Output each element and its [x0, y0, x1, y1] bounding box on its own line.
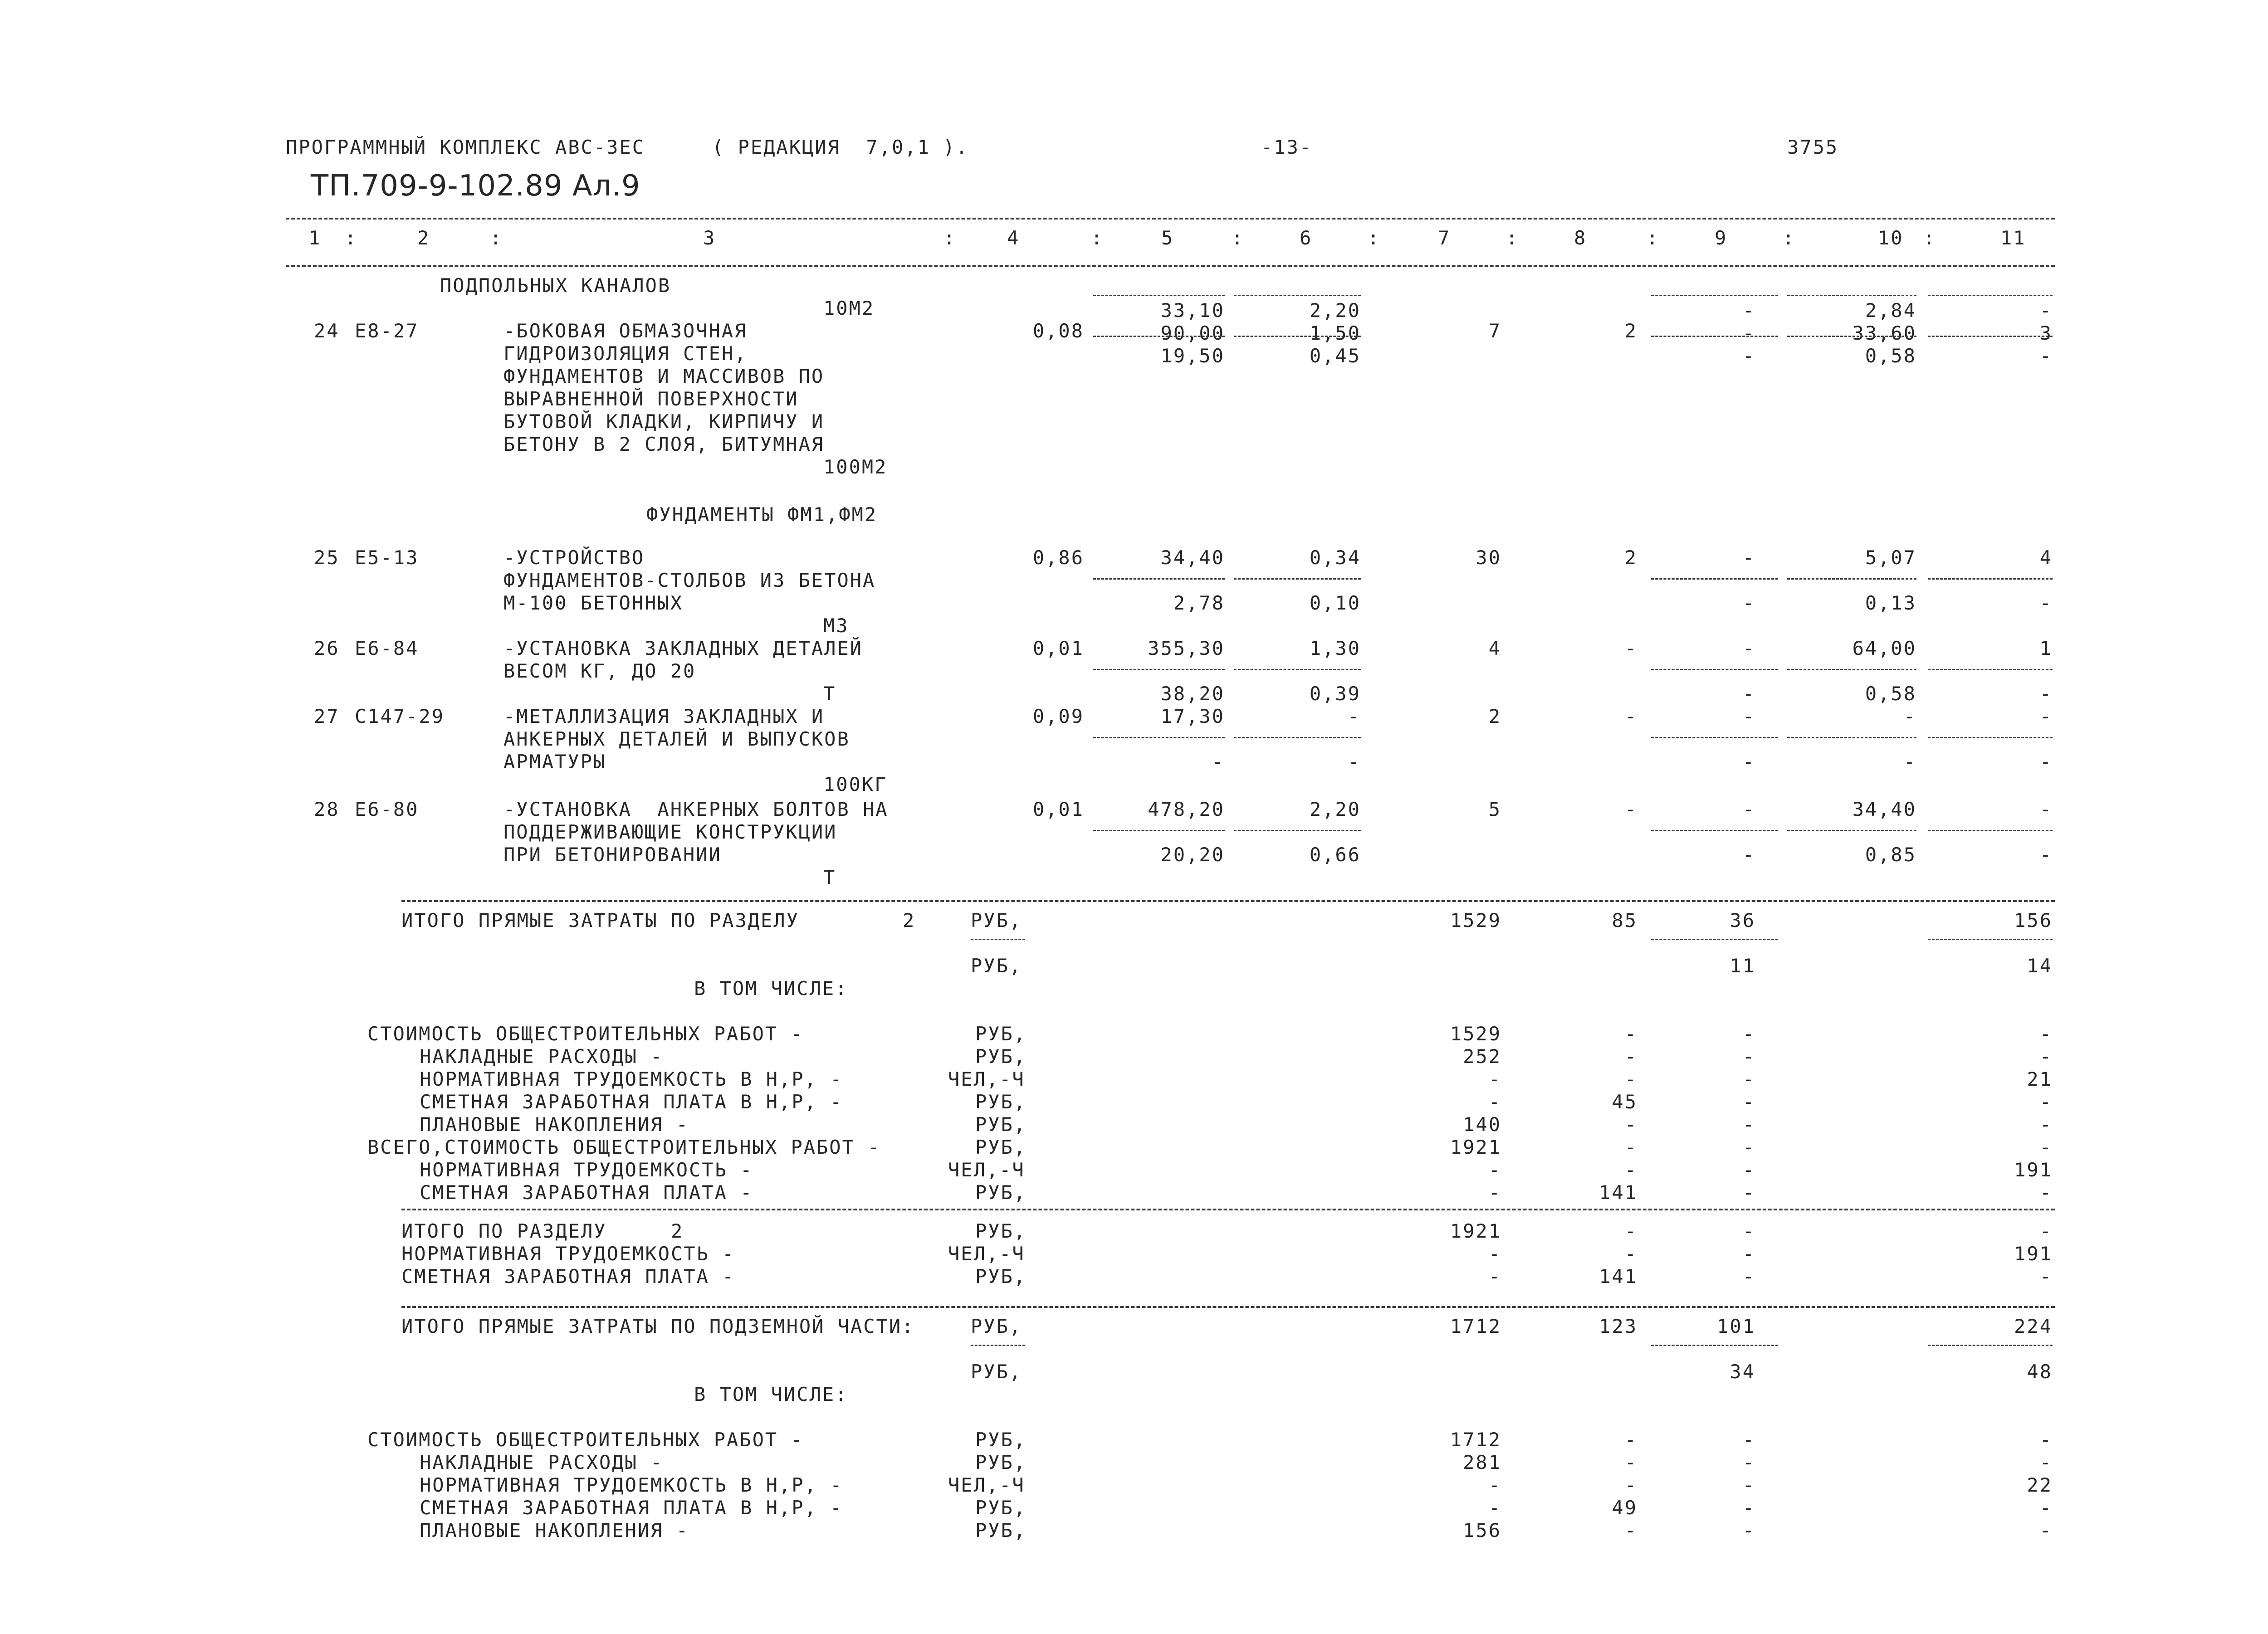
- column-separator: :: [943, 227, 957, 249]
- section2-summary-c7: 1921: [1450, 1220, 1501, 1242]
- cell-c9-1: -: [1742, 751, 1755, 773]
- cell-c11-0: 4: [2039, 546, 2053, 569]
- cell-c6-0: 0,34: [1309, 546, 1361, 569]
- underground-breakdown-c8: -: [1624, 1474, 1637, 1496]
- cell-c5-0: 34,40: [1160, 546, 1225, 569]
- subtotal-rule: [1787, 336, 1916, 337]
- subtotal-rule: [1234, 336, 1361, 337]
- cell-c6-0: 2,20: [1309, 798, 1361, 820]
- subtotal-rule: [1093, 295, 1225, 296]
- column-header-10: 10: [1878, 227, 1904, 249]
- cell-c4: 0,08: [1032, 320, 1084, 342]
- cell-c11-1: -: [2039, 751, 2053, 773]
- column-separator: :: [1647, 227, 1660, 249]
- section2-breakdown-label: СМЕТНАЯ ЗАРАБОТНАЯ ПЛАТА -: [420, 1181, 753, 1204]
- section2-breakdown-c7: 1529: [1450, 1023, 1501, 1045]
- column-header-8: 8: [1574, 227, 1587, 249]
- cell-c8: 2: [1624, 320, 1637, 342]
- section2-breakdown-label: НАКЛАДНЫЕ РАСХОДЫ -: [420, 1045, 664, 1068]
- section2-breakdown-c11: 191: [2014, 1159, 2053, 1181]
- underground-breakdown-c8: -: [1624, 1519, 1637, 1541]
- page-number: -13-: [1261, 136, 1313, 158]
- section2-summary-c9: -: [1742, 1243, 1755, 1265]
- cell-c5-1: 90,00: [1160, 322, 1225, 344]
- subtotal-rule: [1787, 578, 1916, 580]
- subtotal-rule: [971, 939, 1025, 940]
- table-top-rule: [286, 218, 2055, 219]
- cell-c8: -: [1624, 637, 1637, 659]
- cell-c9-1: -: [1742, 844, 1755, 866]
- subtotal-rule: [1928, 295, 2053, 296]
- section2-breakdown-label: ПЛАНОВЫЕ НАКОПЛЕНИЯ -: [420, 1113, 689, 1136]
- subtotal-rule: [1787, 737, 1916, 738]
- section2-breakdown-c7: 1921: [1450, 1136, 1501, 1158]
- underground-breakdown-c8: 49: [1612, 1497, 1637, 1519]
- column-separator: :: [345, 227, 358, 249]
- section2-breakdown-c8: -: [1624, 1113, 1637, 1136]
- underground-breakdown-c8: -: [1624, 1451, 1637, 1473]
- column-header-5: 5: [1161, 227, 1174, 249]
- section2-c9-b: 11: [1730, 955, 1755, 977]
- section2-summary-c8: -: [1624, 1243, 1637, 1265]
- column-separator: :: [1506, 227, 1519, 249]
- row-description-line: -УСТРОЙСТВО: [503, 546, 645, 569]
- column-separator: :: [1232, 227, 1245, 249]
- section2-summary-c11: -: [2039, 1220, 2053, 1242]
- underground-breakdown-c9: -: [1742, 1519, 1755, 1541]
- underground-c9: 101: [1717, 1315, 1755, 1337]
- section2-breakdown-c7: 252: [1463, 1045, 1501, 1068]
- row-code: Е5-13: [355, 546, 419, 569]
- section2-breakdown-c11: -: [2039, 1136, 2053, 1158]
- cell-c6-1: 1,50: [1309, 322, 1361, 344]
- cell-c7: 30: [1476, 546, 1501, 569]
- section2-summary-unit: РУБ,: [975, 1265, 1027, 1288]
- row-code: Е6-84: [355, 637, 419, 659]
- subtotal-rule: [1651, 295, 1778, 296]
- column-separator: :: [1923, 227, 1936, 249]
- row-description-line: БЕТОНУ В 2 СЛОЯ, БИТУМНАЯ: [503, 433, 825, 455]
- cell-c11-1: 3: [2039, 322, 2053, 344]
- cell-c4: 0,86: [1032, 546, 1084, 569]
- section2-summary-c9: -: [1742, 1265, 1755, 1288]
- column-header-7: 7: [1438, 227, 1451, 249]
- section2-breakdown-c11: -: [2039, 1023, 2053, 1045]
- subtotal-rule: [1234, 830, 1361, 831]
- including-heading: В ТОМ ЧИСЛЕ:: [694, 977, 848, 1000]
- section2-breakdown-c8: -: [1624, 1159, 1637, 1181]
- section2-breakdown-unit: РУБ,: [975, 1181, 1027, 1204]
- underground-top-rule: [401, 1306, 2055, 1308]
- cell-c6-1: -: [1348, 751, 1361, 773]
- subtotal-rule: [1651, 336, 1778, 337]
- cell-c6-1: 0,10: [1309, 592, 1361, 614]
- column-header-6: 6: [1300, 227, 1313, 249]
- underground-breakdown-c7: 1712: [1450, 1429, 1501, 1451]
- cell-c9-1: -: [1742, 683, 1755, 705]
- subtotal-rule: [1928, 578, 2053, 580]
- cell-c10-0: 64,00: [1852, 637, 1916, 659]
- subtotal-rule: [1234, 737, 1361, 738]
- cell-c7: 7: [1488, 320, 1501, 342]
- underground-breakdown-c7: -: [1488, 1474, 1501, 1496]
- section2-breakdown-c11: -: [2039, 1113, 2053, 1136]
- subtotal-rule: [1928, 336, 2053, 337]
- cell-c5-1: 2,78: [1173, 592, 1225, 614]
- section2-breakdown-c7: -: [1488, 1181, 1501, 1204]
- section2-breakdown-c11: -: [2039, 1045, 2053, 1068]
- subtotal-rule: [1234, 578, 1361, 580]
- cell-c6-2: 0,45: [1309, 345, 1361, 367]
- row-unit: М3: [823, 615, 849, 637]
- section2-c11-b: 14: [2027, 955, 2053, 977]
- underground-breakdown-label: ПЛАНОВЫЕ НАКОПЛЕНИЯ -: [420, 1519, 689, 1541]
- cell-c11-0: -: [2039, 798, 2053, 820]
- section2-summary-label: СМЕТНАЯ ЗАРАБОТНАЯ ПЛАТА -: [401, 1265, 735, 1288]
- subtotal-rule: [1093, 336, 1225, 337]
- cell-c4: 0,01: [1032, 798, 1084, 820]
- intro-line: ПОДПОЛЬНЫХ КАНАЛОВ: [440, 274, 671, 297]
- subtotal-rule: [1928, 737, 2053, 738]
- underground-unit: РУБ,: [971, 1315, 1022, 1337]
- cell-c8: -: [1624, 705, 1637, 727]
- cell-c9-0: -: [1742, 798, 1755, 820]
- underground-breakdown-unit: РУБ,: [975, 1451, 1027, 1473]
- subtotal-rule: [971, 1345, 1025, 1346]
- section2-summary-c7: -: [1488, 1265, 1501, 1288]
- section2-top-rule: [401, 900, 2055, 902]
- row-description-line: ВЕСОМ КГ, ДО 20: [503, 660, 696, 682]
- section2-unit-2: РУБ,: [971, 955, 1022, 977]
- cell-c11-1: -: [2039, 683, 2053, 705]
- underground-breakdown-label: НОРМАТИВНАЯ ТРУДОЕМКОСТЬ В Н,Р, -: [420, 1474, 843, 1496]
- section2-breakdown-label: СМЕТНАЯ ЗАРАБОТНАЯ ПЛАТА В Н,Р, -: [420, 1091, 843, 1113]
- subtotal-rule: [1928, 939, 2053, 940]
- subtotal-rule: [1234, 295, 1361, 296]
- section2-c11: 156: [2014, 909, 2053, 932]
- section2-total-label: ИТОГО ПРЯМЫЕ ЗАТРАТЫ ПО РАЗДЕЛУ: [401, 909, 799, 932]
- row-description-line: -МЕТАЛЛИЗАЦИЯ ЗАКЛАДНЫХ И: [503, 705, 825, 727]
- column-header-9: 9: [1715, 227, 1728, 249]
- underground-unit-2: РУБ,: [971, 1361, 1022, 1383]
- cell-c8: -: [1624, 798, 1637, 820]
- cell-c7: 5: [1488, 798, 1501, 820]
- subtotal-rule: [1093, 737, 1225, 738]
- underground-breakdown-c11: -: [2039, 1429, 2053, 1451]
- row-description-line: -БОКОВАЯ ОБМАЗОЧНАЯ: [503, 320, 748, 342]
- subtotal-rule: [1234, 669, 1361, 670]
- underground-total-label: ИТОГО ПРЯМЫЕ ЗАТРАТЫ ПО ПОДЗЕМНОЙ ЧАСТИ:: [401, 1315, 915, 1337]
- section2-breakdown-c9: -: [1742, 1023, 1755, 1045]
- cell-c10-1: -: [1903, 751, 1916, 773]
- cell-c5-1: 38,20: [1160, 683, 1225, 705]
- row-description-line: -УСТАНОВКА АНКЕРНЫХ БОЛТОВ НА: [503, 798, 889, 820]
- section2-breakdown-unit: РУБ,: [975, 1045, 1027, 1068]
- subtotal-rule: [1651, 939, 1778, 940]
- underground-breakdown-c9: -: [1742, 1451, 1755, 1473]
- summary-top-rule: [401, 1209, 2055, 1210]
- section2-summary-label: ИТОГО ПО РАЗДЕЛУ 2: [401, 1220, 684, 1242]
- section2-summary-unit: ЧЕЛ,-Ч: [948, 1243, 1025, 1265]
- program-title: ПРОГРАММНЫЙ КОМПЛЕКС АВС-3ЕС: [286, 136, 645, 158]
- column-header-1: 1: [308, 227, 322, 249]
- section2-breakdown-c9: -: [1742, 1159, 1755, 1181]
- section2-summary-c11: -: [2039, 1265, 2053, 1288]
- section2-breakdown-c7: -: [1488, 1091, 1501, 1113]
- cell-c11-0: 1: [2039, 637, 2053, 659]
- section2-summary-c8: -: [1624, 1220, 1637, 1242]
- cell-c10-1: 0,13: [1865, 592, 1916, 614]
- subtotal-rule: [1651, 1345, 1778, 1346]
- section2-breakdown-c7: -: [1488, 1159, 1501, 1181]
- underground-breakdown-c7: 156: [1463, 1519, 1501, 1541]
- underground-c8: 123: [1599, 1315, 1637, 1337]
- cell-c6-1: 0,66: [1309, 844, 1361, 866]
- intro-unit: 10М2: [823, 297, 875, 319]
- column-separator: :: [490, 227, 503, 249]
- underground-breakdown-label: СТОИМОСТЬ ОБЩЕСТРОИТЕЛЬНЫХ РАБОТ -: [367, 1429, 804, 1451]
- section2-breakdown-c8: -: [1624, 1023, 1637, 1045]
- row-description-line: ГИДРОИЗОЛЯЦИЯ СТЕН,: [503, 342, 748, 365]
- subtotal-rule: [1787, 295, 1916, 296]
- document-code: 3755: [1787, 136, 1839, 158]
- section2-c7: 1529: [1450, 909, 1501, 932]
- cell-c5-0: 33,10: [1160, 299, 1225, 322]
- underground-breakdown-c9: -: [1742, 1474, 1755, 1496]
- subtotal-rule: [1093, 669, 1225, 670]
- underground-breakdown-c11: -: [2039, 1497, 2053, 1519]
- row-description-line: ПОДДЕРЖИВАЮЩИЕ КОНСТРУКЦИИ: [503, 821, 837, 843]
- column-separator: :: [1368, 227, 1381, 249]
- cell-c6-0: -: [1348, 705, 1361, 727]
- row-description-line: БУТОВОЙ КЛАДКИ, КИРПИЧУ И: [503, 410, 825, 433]
- row-description-line: -УСТАНОВКА ЗАКЛАДНЫХ ДЕТАЛЕЙ: [503, 637, 863, 659]
- section2-breakdown-c11: 21: [2027, 1068, 2053, 1090]
- section2-breakdown-unit: ЧЕЛ,-Ч: [948, 1159, 1025, 1181]
- section2-breakdown-unit: РУБ,: [975, 1091, 1027, 1113]
- cell-c11-2: -: [2039, 345, 2053, 367]
- section2-breakdown-c9: -: [1742, 1113, 1755, 1136]
- cell-c5-0: 17,30: [1160, 705, 1225, 727]
- underground-c11-b: 48: [2027, 1361, 2053, 1383]
- section2-breakdown-unit: ЧЕЛ,-Ч: [948, 1068, 1025, 1090]
- subtotal-rule: [1093, 578, 1225, 580]
- row-code: Е6-80: [355, 798, 419, 820]
- section2-breakdown-unit: РУБ,: [975, 1023, 1027, 1045]
- subtotal-rule: [1651, 669, 1778, 670]
- section2-summary-unit: РУБ,: [975, 1220, 1027, 1242]
- subtotal-rule: [1651, 830, 1778, 831]
- including-heading-2: В ТОМ ЧИСЛЕ:: [694, 1383, 848, 1405]
- section2-breakdown-c9: -: [1742, 1181, 1755, 1204]
- cell-c10-0: -: [1903, 705, 1916, 727]
- section2-summary-c8: 141: [1599, 1265, 1637, 1288]
- underground-breakdown-c7: 281: [1463, 1451, 1501, 1473]
- section2-breakdown-label: НОРМАТИВНАЯ ТРУДОЕМКОСТЬ -: [420, 1159, 753, 1181]
- row-number: 26: [314, 637, 340, 659]
- section2-breakdown-unit: РУБ,: [975, 1136, 1027, 1158]
- section2-breakdown-c8: 141: [1599, 1181, 1637, 1204]
- underground-breakdown-c11: 22: [2027, 1474, 2053, 1496]
- row-unit: Т: [823, 866, 836, 888]
- cell-c5-2: 19,50: [1160, 345, 1225, 367]
- row-description-line: ПРИ БЕТОНИРОВАНИИ: [503, 844, 722, 866]
- underground-breakdown-unit: РУБ,: [975, 1519, 1027, 1541]
- section2-breakdown-c8: -: [1624, 1045, 1637, 1068]
- cell-c5-0: 478,20: [1148, 798, 1225, 820]
- row-unit: 100М2: [823, 456, 888, 478]
- cell-c6-0: 2,20: [1309, 299, 1361, 322]
- cell-c5-1: -: [1212, 751, 1225, 773]
- subtotal-rule: [1787, 669, 1916, 670]
- cell-c9-2: -: [1742, 345, 1755, 367]
- column-header-2: 2: [417, 227, 430, 249]
- underground-breakdown-label: СМЕТНАЯ ЗАРАБОТНАЯ ПЛАТА В Н,Р, -: [420, 1497, 843, 1519]
- cell-c8: 2: [1624, 546, 1637, 569]
- header-bottom-rule: [286, 265, 2055, 267]
- subtotal-rule: [1787, 830, 1916, 831]
- section2-breakdown-label: СТОИМОСТЬ ОБЩЕСТРОИТЕЛЬНЫХ РАБОТ -: [367, 1023, 804, 1045]
- cell-c11-0: -: [2039, 705, 2053, 727]
- cell-c11-0: -: [2039, 299, 2053, 322]
- row-description-line: АНКЕРНЫХ ДЕТАЛЕЙ И ВЫПУСКОВ: [503, 728, 850, 750]
- subtotal-rule: [1651, 578, 1778, 580]
- cell-c9-0: -: [1742, 546, 1755, 569]
- underground-breakdown-c9: -: [1742, 1497, 1755, 1519]
- section2-breakdown-c9: -: [1742, 1091, 1755, 1113]
- row-unit: Т: [823, 683, 836, 705]
- cell-c10-0: 34,40: [1852, 798, 1916, 820]
- underground-breakdown-c9: -: [1742, 1429, 1755, 1451]
- section2-breakdown-c9: -: [1742, 1068, 1755, 1090]
- section2-breakdown-c8: -: [1624, 1068, 1637, 1090]
- row-unit: 100КГ: [823, 773, 888, 795]
- section2-breakdown-c7: -: [1488, 1068, 1501, 1090]
- subtotal-rule: [1928, 1345, 2053, 1346]
- cell-c7: 4: [1488, 637, 1501, 659]
- cell-c4: 0,01: [1032, 637, 1084, 659]
- section2-unit: РУБ,: [971, 909, 1022, 932]
- section2-breakdown-c11: -: [2039, 1091, 2053, 1113]
- row-number: 28: [314, 798, 340, 820]
- section2-breakdown-c9: -: [1742, 1045, 1755, 1068]
- section2-c8: 85: [1612, 909, 1637, 932]
- underground-breakdown-c7: -: [1488, 1497, 1501, 1519]
- column-separator: :: [1783, 227, 1796, 249]
- underground-c9-b: 34: [1730, 1361, 1755, 1383]
- cell-c10-1: 33,60: [1852, 322, 1916, 344]
- cell-c10-0: 2,84: [1865, 299, 1916, 322]
- section2-breakdown-unit: РУБ,: [975, 1113, 1027, 1136]
- row-number: 27: [314, 705, 340, 727]
- row-description-line: АРМАТУРЫ: [503, 751, 606, 773]
- subtotal-rule: [1928, 830, 2053, 831]
- cell-c5-1: 20,20: [1160, 844, 1225, 866]
- underground-breakdown-unit: ЧЕЛ,-Ч: [948, 1474, 1025, 1496]
- section2-summary-c11: 191: [2014, 1243, 2053, 1265]
- underground-breakdown-c8: -: [1624, 1429, 1637, 1451]
- column-header-3: 3: [703, 227, 716, 249]
- section2-summary-c9: -: [1742, 1220, 1755, 1242]
- section-title: ФУНДАМЕНТЫ ФМ1,ФМ2: [646, 503, 878, 526]
- row-number: 25: [314, 546, 340, 569]
- subtotal-rule: [1928, 669, 2053, 670]
- column-separator: :: [1091, 227, 1104, 249]
- row-code: С147-29: [355, 705, 445, 727]
- cell-c11-1: -: [2039, 592, 2053, 614]
- underground-breakdown-unit: РУБ,: [975, 1429, 1027, 1451]
- section2-breakdown-c11: -: [2039, 1181, 2053, 1204]
- underground-c7: 1712: [1450, 1315, 1501, 1337]
- cell-c10-2: 0,58: [1865, 345, 1916, 367]
- underground-breakdown-c11: -: [2039, 1451, 2053, 1473]
- section2-breakdown-c9: -: [1742, 1136, 1755, 1158]
- subtotal-rule: [1093, 830, 1225, 831]
- section2-summary-label: НОРМАТИВНАЯ ТРУДОЕМКОСТЬ -: [401, 1243, 735, 1265]
- row-description-line: ФУНДАМЕНТОВ И МАССИВОВ ПО: [503, 365, 825, 387]
- row-description-line: ВЫРАВНЕННОЙ ПОВЕРХНОСТИ: [503, 388, 799, 410]
- cell-c10-1: 0,58: [1865, 683, 1916, 705]
- column-header-4: 4: [1007, 227, 1020, 249]
- cell-c11-1: -: [2039, 844, 2053, 866]
- subtotal-rule: [1651, 737, 1778, 738]
- cell-c4: 0,09: [1032, 705, 1084, 727]
- underground-breakdown-unit: РУБ,: [975, 1497, 1027, 1519]
- underground-breakdown-label: НАКЛАДНЫЕ РАСХОДЫ -: [420, 1451, 664, 1473]
- section2-breakdown-c8: -: [1624, 1136, 1637, 1158]
- cell-c9-0: -: [1742, 637, 1755, 659]
- section2-summary-c7: -: [1488, 1243, 1501, 1265]
- cell-c10-1: 0,85: [1865, 844, 1916, 866]
- section2-breakdown-label: НОРМАТИВНАЯ ТРУДОЕМКОСТЬ В Н,Р, -: [420, 1068, 843, 1090]
- section2-breakdown-label: ВСЕГО,СТОИМОСТЬ ОБЩЕСТРОИТЕЛЬНЫХ РАБОТ -: [367, 1136, 881, 1158]
- cell-c5-0: 355,30: [1148, 637, 1225, 659]
- underground-breakdown-c11: -: [2039, 1519, 2053, 1541]
- cell-c10-0: 5,07: [1865, 546, 1916, 569]
- edition-label: ( РЕДАКЦИЯ 7,0,1 ).: [712, 136, 969, 158]
- underground-c11: 224: [2014, 1315, 2053, 1337]
- cell-c9-0: -: [1742, 705, 1755, 727]
- section2-breakdown-c8: 45: [1612, 1091, 1637, 1113]
- row-number: 24: [314, 320, 340, 342]
- section2-c9: 36: [1730, 909, 1755, 932]
- cell-c9-1: -: [1742, 592, 1755, 614]
- cell-c7: 2: [1488, 705, 1501, 727]
- handwritten-doc-ref: ТП.709-9-102.89 Ал.9: [311, 169, 640, 203]
- column-header-11: 11: [2000, 227, 2026, 249]
- row-code: Е8-27: [355, 320, 419, 342]
- cell-c6-1: 0,39: [1309, 683, 1361, 705]
- cell-c9-0: -: [1742, 299, 1755, 322]
- cell-c9-1: -: [1742, 322, 1755, 344]
- cell-c6-0: 1,30: [1309, 637, 1361, 659]
- section2-breakdown-c7: 140: [1463, 1113, 1501, 1136]
- section2-number: 2: [903, 909, 916, 932]
- row-description-line: М-100 БЕТОННЫХ: [503, 592, 684, 614]
- row-description-line: ФУНДАМЕНТОВ-СТОЛБОВ ИЗ БЕТОНА: [503, 569, 876, 591]
